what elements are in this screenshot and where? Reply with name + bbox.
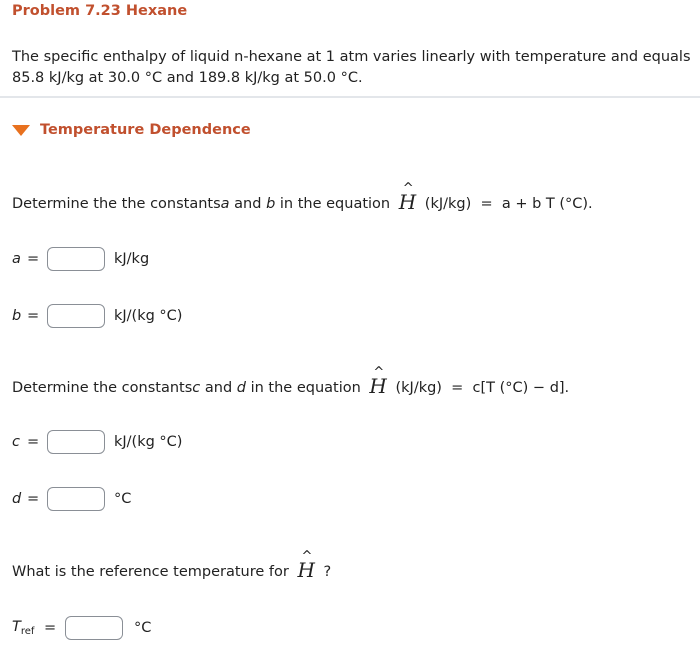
problem-title: Problem 7.23 Hexane xyxy=(12,3,188,19)
tref-subscript: ref xyxy=(20,626,35,637)
h-hat-symbol: ^ H xyxy=(399,192,416,212)
field-b-unit: kJ/(kg °C) xyxy=(114,308,183,324)
field-a-equals: = xyxy=(27,251,40,267)
h-hat-symbol: ^ H xyxy=(297,560,314,580)
q1-prefix: Determine the the constants xyxy=(12,196,221,212)
q2-suffix: (kJ/kg) = c[T (°C) − d]. xyxy=(390,380,570,396)
field-c-unit: kJ/(kg °C) xyxy=(114,434,183,450)
collapse-triangle-icon[interactable] xyxy=(12,125,30,136)
field-tref-label xyxy=(12,619,34,637)
q2-var-d: d xyxy=(236,380,246,396)
q1-var-a: a xyxy=(220,196,230,212)
field-b-equals: = xyxy=(27,308,40,324)
q1-middle: in the equation xyxy=(275,196,395,212)
field-tref-equals: = xyxy=(44,620,57,636)
q2-and: and xyxy=(200,380,237,396)
answer-input-tref[interactable] xyxy=(65,616,123,640)
problem-statement: The specific enthalpy of liquid n-hexane at 1 atm varies linearly with temperature and equals 85.8 kJ/kg at 30.0 °C and 189.8 kJ/kg at 50.0 °C. xyxy=(12,49,691,86)
q2-prefix: Determine the constants xyxy=(12,380,193,396)
answer-input-d[interactable] xyxy=(47,487,105,511)
section-title: Temperature Dependence xyxy=(40,122,251,138)
question-1 xyxy=(12,192,593,212)
q2-middle: in the equation xyxy=(245,380,366,396)
field-a-label: a xyxy=(12,251,21,267)
q3-suffix: ? xyxy=(318,564,332,580)
question-3 xyxy=(12,560,331,580)
answer-input-b[interactable] xyxy=(47,304,105,328)
q1-suffix: (kJ/kg) = a + b T (°C). xyxy=(420,196,593,212)
field-c-equals: = xyxy=(27,434,40,450)
field-d-unit: °C xyxy=(114,491,132,507)
field-d-equals: = xyxy=(27,491,40,507)
section-header-temperature-dependence[interactable] xyxy=(12,122,251,138)
q2-var-c: c xyxy=(192,380,201,396)
field-tref-unit: °C xyxy=(134,620,152,636)
field-c-label: c xyxy=(12,434,20,450)
answer-input-c[interactable] xyxy=(47,430,105,454)
answer-input-a[interactable] xyxy=(47,247,105,271)
question-2 xyxy=(12,376,569,396)
tref-symbol: T xyxy=(12,619,21,635)
field-d-label: d xyxy=(12,491,22,507)
section-divider xyxy=(0,96,700,98)
q1-var-b: b xyxy=(266,196,276,212)
h-hat-symbol: ^ H xyxy=(369,376,386,396)
q3-prefix: What is the reference temperature for xyxy=(12,564,294,580)
field-b-label: b xyxy=(12,308,22,324)
q1-and: and xyxy=(229,196,267,212)
field-a-unit: kJ/kg xyxy=(114,251,150,267)
